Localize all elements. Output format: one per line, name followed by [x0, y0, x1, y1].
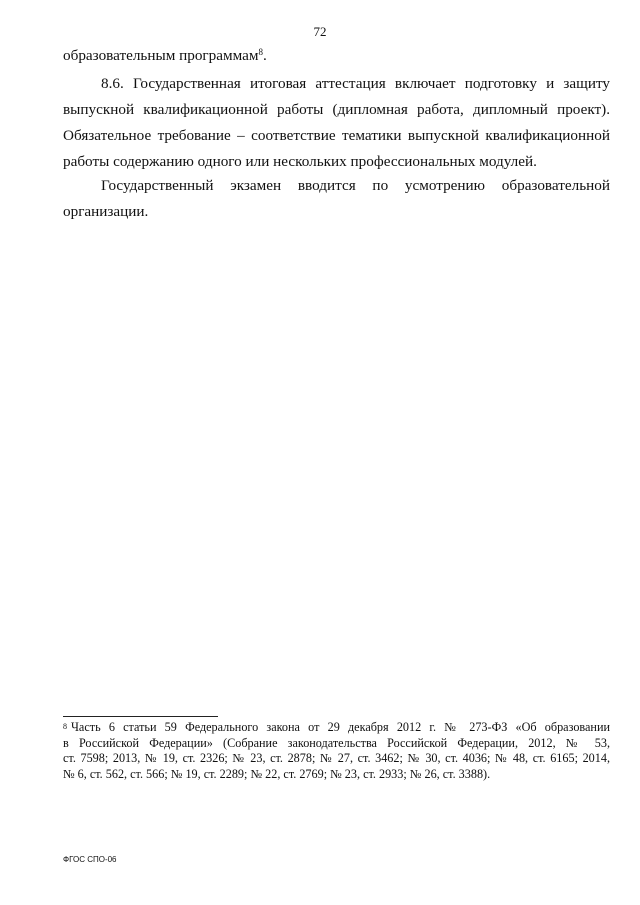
- page-number: 72: [313, 24, 327, 39]
- footnote: [63, 720, 610, 782]
- text-line: Государственный экзамен вводится по усмотрению образовательной: [101, 177, 610, 194]
- text-line: 8.6. Государственная итоговая аттестация включает подготовку и защиту: [101, 75, 610, 92]
- footer-label: ФГОС СПО-06: [63, 855, 117, 864]
- footnote-line: [63, 720, 610, 736]
- footnote-line-content: Часть 6 статьи 59 Федерального закона от 29 декабря 2012 г. № 273-ФЗ «Об образовании: [71, 720, 610, 734]
- paragraph-state-exam: [63, 173, 610, 225]
- footnote-line: № 6, ст. 562, ст. 566; № 19, ст. 2289; № 22, ст. 2769; № 23, ст. 2933; № 26, ст. 3388).: [63, 766, 491, 781]
- text-line: [63, 43, 610, 69]
- text-line: работы содержанию одного или нескольких профессиональных модулей.: [63, 153, 537, 170]
- paragraph-8-6: [63, 71, 610, 175]
- text-line: выпускной квалификационной работы (дипломная работа, дипломный проект).: [63, 101, 610, 118]
- footnote-reference: 8: [258, 47, 263, 57]
- footnote-line: в Российской Федерации» (Собрание законодательства Российской Федерации, 2012, № 53,: [63, 735, 610, 750]
- footnote-separator: [63, 716, 218, 717]
- text-line-content: образовательным программам: [63, 47, 259, 64]
- text-line-tail: .: [262, 47, 267, 64]
- paragraph-continuation: [63, 43, 610, 69]
- text-line: организации.: [63, 203, 149, 220]
- text-line: Обязательное требование – соответствие тематики выпускной квалификационной: [63, 127, 610, 144]
- footnote-marker: 8: [63, 722, 67, 731]
- footnote-line: ст. 7598; 2013, № 19, ст. 2326; № 23, ст. 2878; № 27, ст. 3462; № 30, ст. 4036; № 48, ст. 6165; 2014,: [63, 751, 610, 765]
